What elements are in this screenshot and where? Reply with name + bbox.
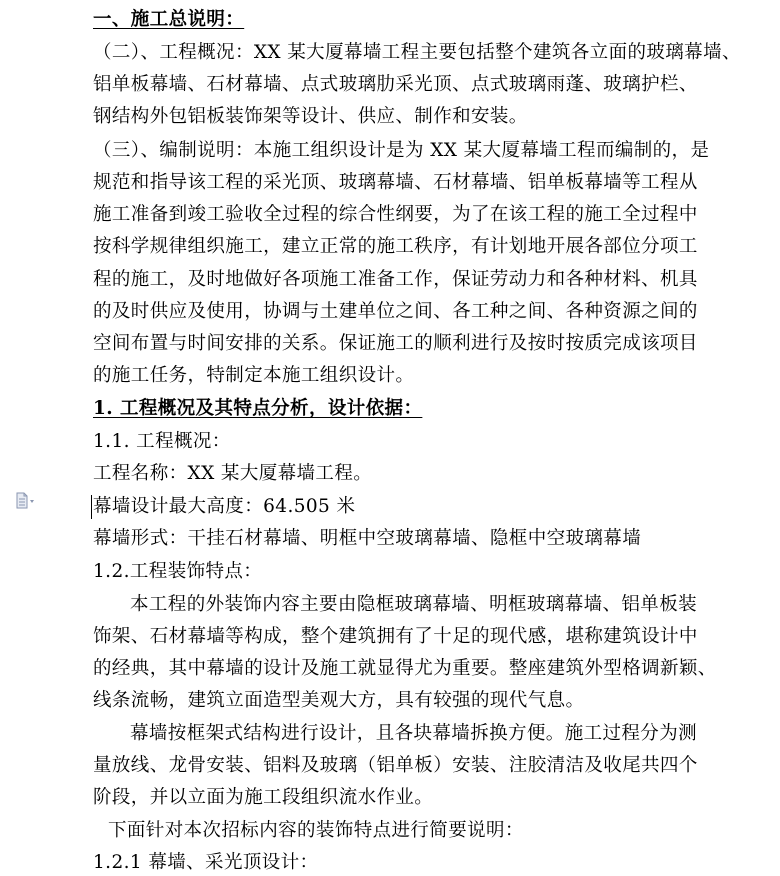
paragraph-line: 本工程的外装饰内容主要由隐框玻璃幕墙、明框玻璃幕墙、铝单板装 (130, 594, 698, 615)
paragraph-line: 的施工任务，特制定本施工组织设计。 (93, 365, 415, 386)
paragraph-line: 的及时供应及使用，协调与土建单位之间、各工种之间、各种资源之间的 (93, 301, 698, 322)
paragraph-line: 工程名称：XX 某大厦幕墙工程。 (93, 463, 373, 484)
paragraph-line: （三）、编制说明：本施工组织设计是为 XX 某大厦幕墙工程而编制的，是 (93, 140, 710, 161)
paragraph-line: 饰架、石材幕墙等构成，整个建筑拥有了十足的现代感，堪称建筑设计中 (93, 626, 698, 647)
paragraph-line: 量放线、龙骨安装、铝料及玻璃（铝单板）安装、注胶清洁及收尾共四个 (93, 755, 698, 776)
paragraph-line: （二）、工程概况：XX 某大厦幕墙工程主要包括整个建筑各立面的玻璃幕墙、 (93, 42, 741, 63)
paragraph-line: 铝单板幕墙、石材幕墙、点式玻璃肋采光顶、点式玻璃雨蓬、玻璃护栏、 (93, 74, 698, 95)
paragraph-line: 幕墙设计最大高度：64.505 米 (93, 496, 356, 517)
section-heading: 1. 工程概况及其特点分析，设计依据： (93, 398, 423, 419)
paragraph-line: 下面针对本次招标内容的装饰特点进行简要说明： (108, 820, 524, 841)
text-cursor (91, 495, 92, 519)
paragraph-line: 幕墙按框架式结构进行设计，且各块幕墙拆换方便。施工过程分为测 (130, 723, 698, 744)
section-heading: 一、施工总说明： (93, 9, 245, 30)
paragraph-line: 空间布置与时间安排的关系。保证施工的顺利进行及按时按质完成该项目 (93, 333, 698, 354)
paragraph-line: 程的施工，及时地做好各项施工准备工作，保证劳动力和各种材料、机具 (93, 269, 698, 290)
document-outline-icon[interactable] (14, 492, 36, 510)
paragraph-line: 施工准备到竣工验收全过程的综合性纲要，为了在该工程的施工全过程中 (93, 204, 698, 225)
paragraph-line: 阶段，并以立面为施工段组织流水作业。 (93, 787, 434, 808)
subsection-heading: 1.2.工程装饰特点： (93, 561, 263, 582)
paragraph-line: 钢结构外包铝板装饰架等设计、供应、制作和安装。 (93, 106, 528, 127)
paragraph-line: 规范和指导该工程的采光顶、玻璃幕墙、石材幕墙、铝单板幕墙等工程从 (93, 172, 698, 193)
subsection-heading: 1.2.1 幕墙、采光顶设计： (93, 852, 319, 873)
paragraph-line: 幕墙形式：干挂石材幕墙、明框中空玻璃幕墙、隐框中空玻璃幕墙 (93, 528, 642, 549)
subsection-heading: 1.1. 工程概况： (93, 431, 231, 452)
paragraph-line: 的经典，其中幕墙的设计及施工就显得尤为重要。整座建筑外型格调新颖、 (93, 658, 717, 679)
paragraph-line: 线条流畅，建筑立面造型美观大方，具有较强的现代气息。 (93, 690, 585, 711)
paragraph-line: 按科学规律组织施工，建立正常的施工秩序，有计划地开展各部位分项工 (93, 236, 698, 257)
